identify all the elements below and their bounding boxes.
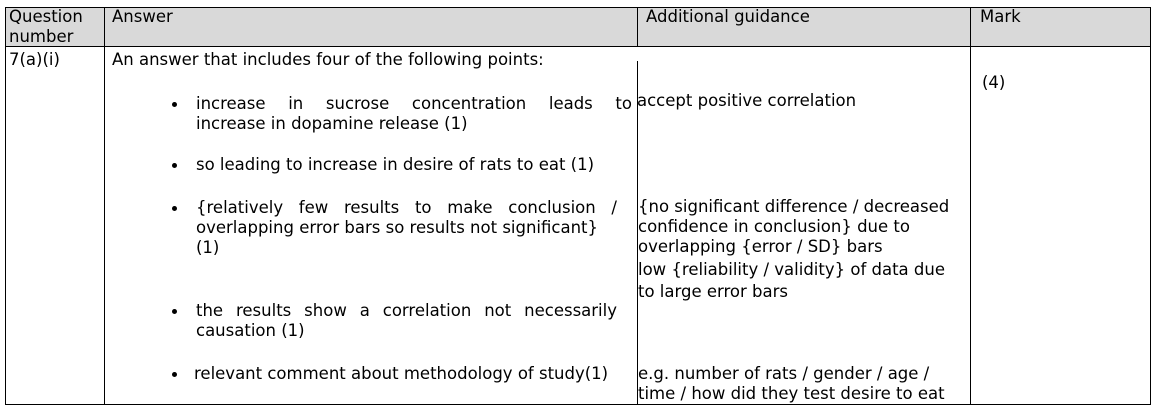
guidance-2-line1: {no significant difference / decreased (638, 197, 950, 216)
guidance-1: accept positive correlation (637, 91, 857, 110)
point-3-line2: overlapping error bars so results not significant} (196, 218, 599, 237)
column-divider-2-header (637, 7, 638, 47)
table-bottom-border (5, 404, 1151, 405)
column-divider-1 (104, 7, 105, 405)
guidance-3-line1: e.g. number of rats / gender / age / (638, 364, 930, 383)
header-bottom-border (5, 46, 1151, 47)
header-guidance: Additional guidance (646, 7, 810, 26)
bullet-5 (172, 372, 177, 377)
question-number: 7(a)(i) (9, 50, 60, 69)
mark-scheme-table (5, 7, 1151, 405)
point-2-line1: so leading to increase in desire of rats to eat (1) (196, 155, 595, 174)
guidance-2-line2: confidence in conclusion} due to (638, 217, 910, 236)
point-4-line2: causation (1) (196, 321, 305, 340)
point-1-line1: increase in sucrose concentration leads to (196, 94, 632, 113)
point-4-line1: the results show a correlation not necessarily (196, 301, 617, 320)
mark-value: (4) (982, 73, 1006, 92)
point-1-line2: increase in dopamine release (1) (196, 114, 468, 133)
header-answer: Answer (112, 7, 173, 26)
table-right-border (1150, 7, 1151, 405)
table-left-border (5, 7, 6, 405)
point-3-line1: {relatively few results to make conclusion / (196, 198, 617, 217)
point-3-line3: (1) (196, 238, 220, 257)
guidance-2-line4: low {reliability / validity} of data due (638, 260, 945, 279)
point-5-line1: relevant comment about methodology of study(1) (194, 364, 609, 383)
bullet-2 (172, 163, 177, 168)
column-divider-3 (970, 7, 971, 405)
bullet-4 (172, 309, 177, 314)
guidance-3-line2: time / how did they test desire to eat (638, 384, 945, 403)
header-question-line1: Question (9, 7, 83, 26)
header-mark: Mark (980, 7, 1021, 26)
bullet-1 (172, 102, 177, 107)
guidance-2-line3: overlapping {error / SD} bars (638, 237, 883, 256)
bullet-3 (172, 206, 177, 211)
guidance-2-line5: to large error bars (638, 282, 789, 301)
answer-intro: An answer that includes four of the following points: (112, 50, 544, 69)
header-question-line2: number (9, 27, 74, 46)
